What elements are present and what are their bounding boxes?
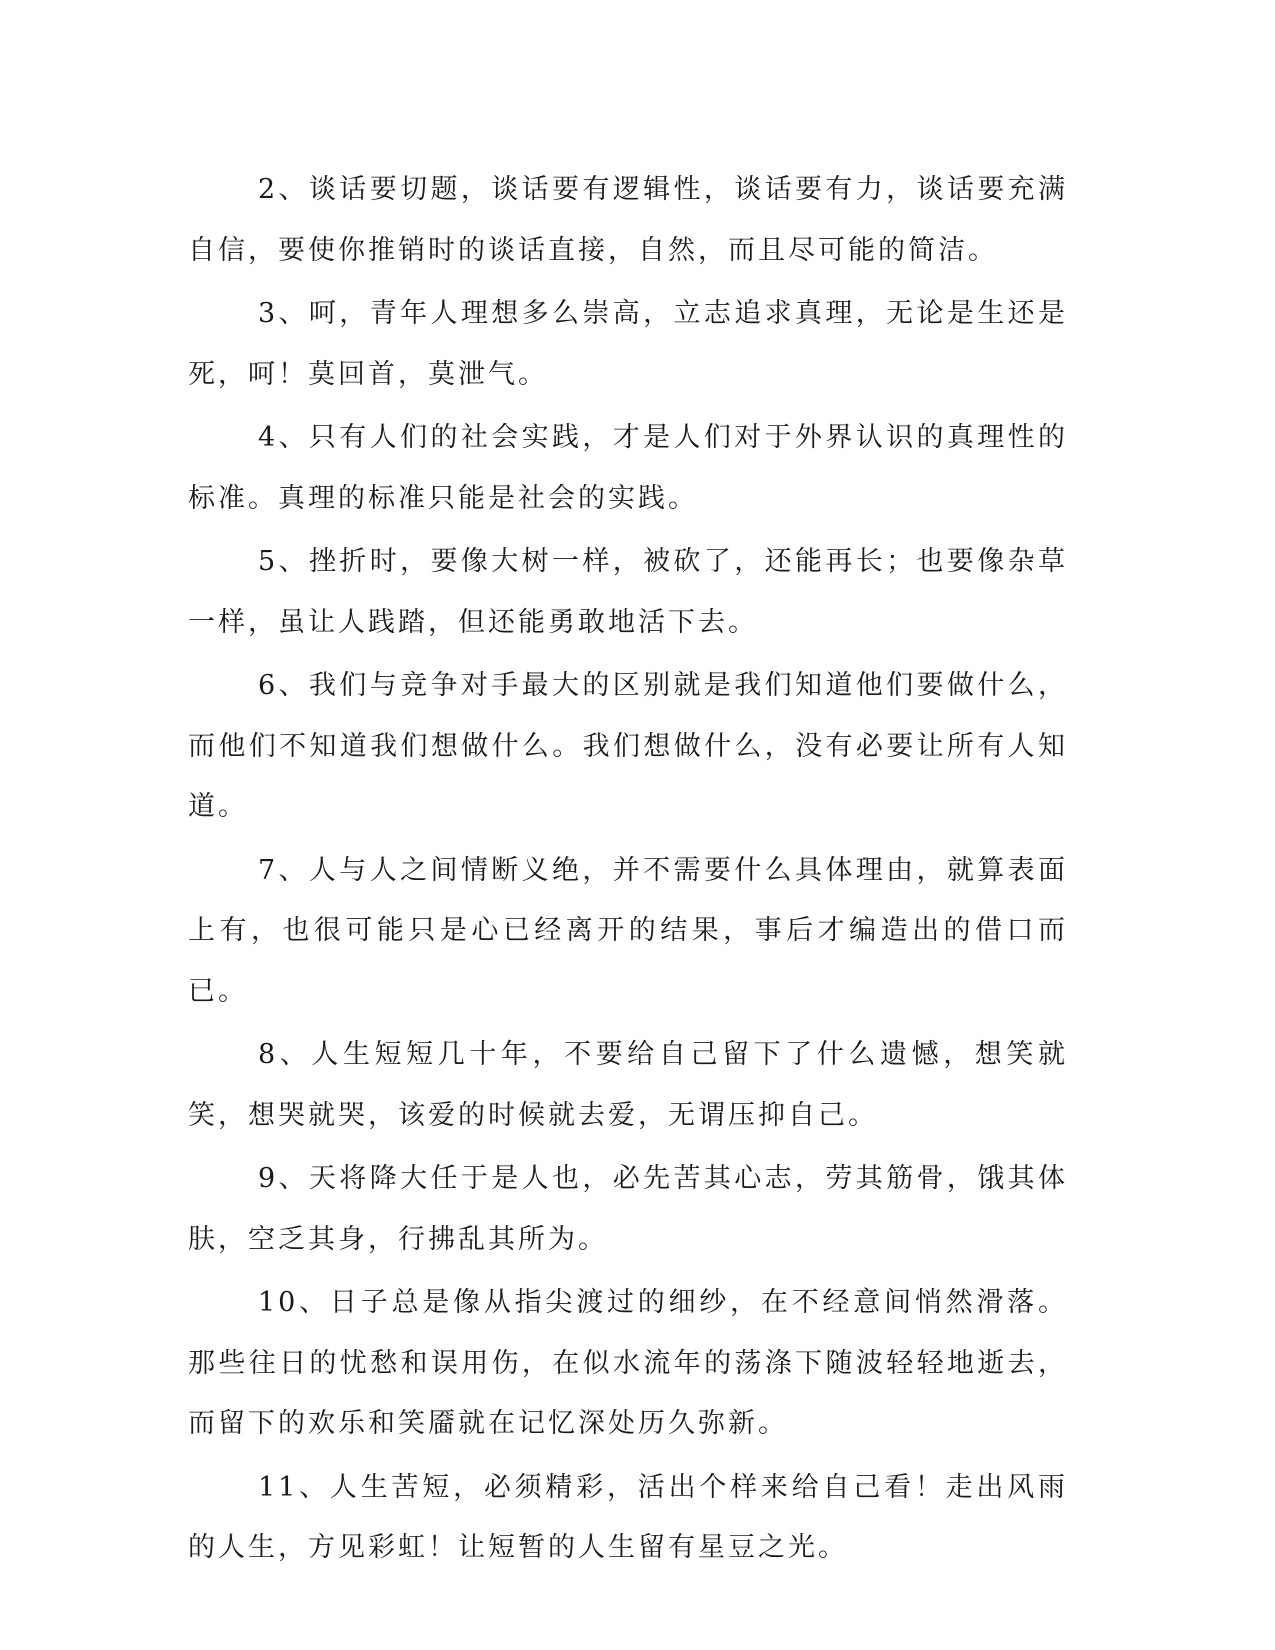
paragraph-11: 11、人生苦短，必须精彩，活出个样来给自己看！走出风雨的人生，方见彩虹！让短暂的人生留有星豆之光。 <box>188 1471 1068 1563</box>
paragraph-6: 6、我们与竞争对手最大的区别就是我们知道他们要做什么，而他们不知道我们想做什么。我们想做什么，没有必要让所有人知道。 <box>188 670 1068 822</box>
paragraph-4: 4、只有人们的社会实践，才是人们对于外界认识的真理性的标准。真理的标准只能是社会的实践。 <box>188 422 1068 514</box>
paragraph-5: 5、挫折时，要像大树一样，被砍了，还能再长；也要像杂草一样，虽让人践踏，但还能勇敢地活下去。 <box>188 546 1068 638</box>
paragraph-7: 7、人与人之间情断义绝，并不需要什么具体理由，就算表面上有，也很可能只是心已经离开的结果，事后才编造出的借口而已。 <box>188 854 1068 1007</box>
paragraph-2: 2、谈话要切题，谈话要有逻辑性，谈话要有力，谈话要充满自信，要使你推销时的谈话直接，自然，而且尽可能的简洁。 <box>188 174 1068 266</box>
paragraph-9: 9、天将降大任于是人也，必先苦其心志，劳其筋骨，饿其体肤，空乏其身，行拂乱其所为。 <box>188 1163 1068 1255</box>
document-body <box>188 160 1068 1582</box>
paragraph-8: 8、人生短短几十年，不要给自己留下了什么遗憾，想笑就笑，想哭就哭，该爱的时候就去爱，无谓压抑自己。 <box>188 1039 1068 1131</box>
paragraph-3: 3、呵，青年人理想多么崇高，立志追求真理，无论是生还是死，呵！莫回首，莫泄气。 <box>188 298 1068 390</box>
paragraph-10: 10、日子总是像从指尖渡过的细纱，在不经意间悄然滑落。那些往日的忧愁和误用伤，在似水流年的荡涤下随波轻轻地逝去，而留下的欢乐和笑靥就在记忆深处历久弥新。 <box>188 1287 1068 1439</box>
